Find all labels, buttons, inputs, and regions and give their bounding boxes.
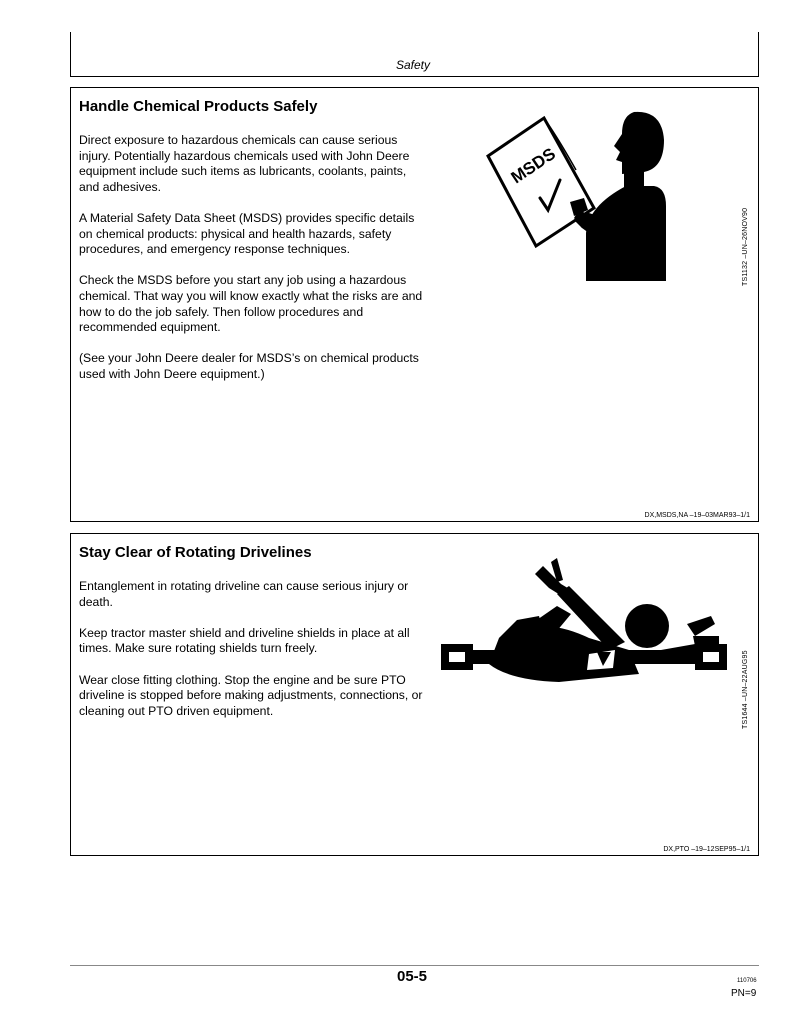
section-body <box>79 133 424 398</box>
section-title: Stay Clear of Rotating Drivelines <box>79 544 312 561</box>
paragraph: Wear close fitting clothing. Stop the engine and be sure PTO driveline is stopped before making adjustments, connections, or cleaning out PTO driven equipment. <box>79 672 423 718</box>
paragraph: (See your John Deere dealer for MSDS’s on chemical products used with John Deere equipment.) <box>79 351 419 381</box>
header-bottom-rule <box>70 76 759 77</box>
header-right-rule <box>758 32 759 76</box>
footer-reference-code: DX,MSDS,NA –19–03MAR93–1/1 <box>644 512 750 519</box>
person-reading-msds-icon <box>476 98 676 288</box>
paragraph: Direct exposure to hazardous chemicals can cause serious injury. Potentially hazardous chemicals used with John Deere equipment include such items as lubricants, coolants, paints, and adhesives. <box>79 133 410 194</box>
paragraph: Entanglement in rotating driveline can cause serious injury or death. <box>79 579 409 609</box>
paragraph: A Material Safety Data Sheet (MSDS) provides specific details on chemical products: physical and health hazards, safety procedures, and emergency response techniques. <box>79 210 415 257</box>
section-rotating-drivelines <box>70 533 759 856</box>
section-chemical-safety <box>70 87 759 522</box>
side-reference-code: TS1132 –UN–26NOV90 <box>742 207 749 286</box>
section-title: Handle Chemical Products Safely <box>79 98 318 115</box>
header-left-rule <box>70 32 71 76</box>
section-body <box>79 579 424 735</box>
footer-reference-code: DX,PTO –19–12SEP95–1/1 <box>663 846 750 853</box>
date-code: 110706 <box>737 978 757 984</box>
page-number: 05-5 <box>397 968 428 985</box>
paragraph: Check the MSDS before you start any job using a hazardous chemical. That way you will know exactly what the risks are and how to do the job safely. Then follow procedures and recommended equipment. <box>79 273 423 335</box>
page-sequence-number: PN=9 <box>731 988 757 999</box>
side-reference-code: TS1644 –UN–22AUG95 <box>742 650 749 729</box>
paragraph: Keep tractor master shield and driveline shields in place at all times. Make sure rotating shields turn freely. <box>79 625 410 656</box>
header-title: Safety <box>396 58 431 72</box>
msds-label: MSDS <box>507 144 559 188</box>
person-entangled-driveline-icon <box>439 554 729 694</box>
footer-rule <box>70 965 759 966</box>
